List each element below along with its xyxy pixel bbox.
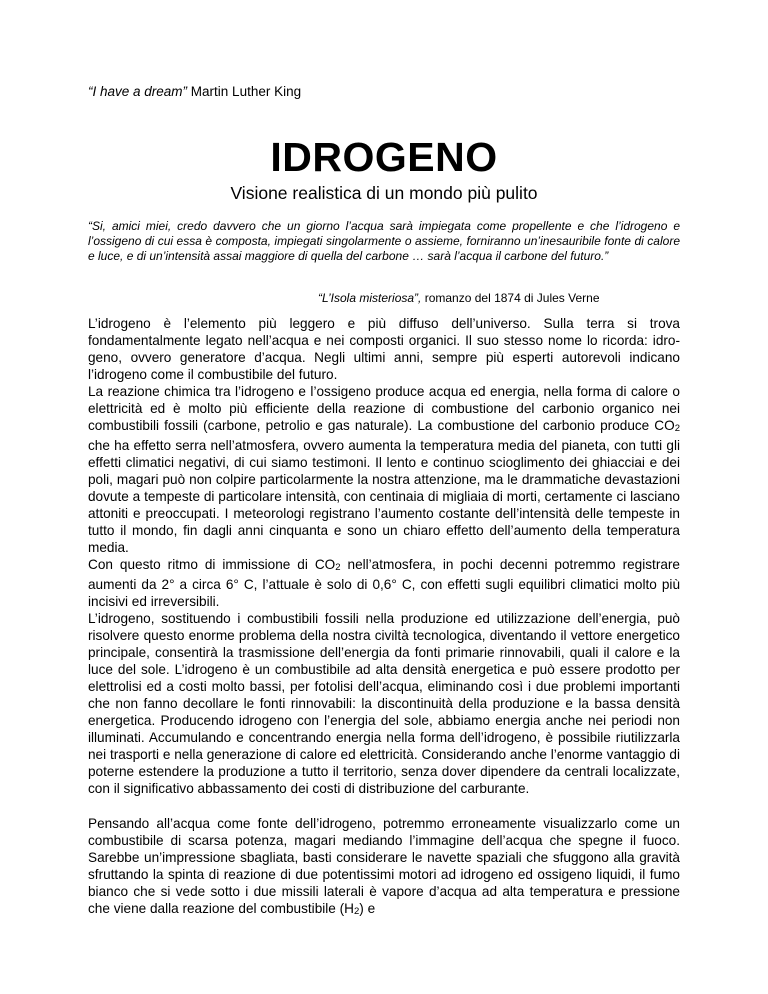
verne-quote: “Si, amici miei, credo davvero che un giorno l’acqua sarà impiegata come propellente e che l’idrogeno e l’ossigeno di cui essa è composta, impiegati singolarmente o assieme, forniranno un’inesauribile fonte di calore e luce, e di un’intensità assai maggiore di quella del carbone … sarà l’acqua il carbone del futuro.” [88, 219, 680, 263]
paragraph-3-subscript: 2 [335, 562, 341, 573]
document-title: IDROGENO [270, 134, 498, 180]
paragraph-5-subscript: 2 [353, 906, 360, 917]
epigraph [88, 84, 301, 100]
paragraph-3-part-b: nell’atmosfera, in pochi decenni potremmo registrare aumenti da 2° a circa 6° C, l’attuale è solo di 0,6° C, con effetti sugli equilibri climatici molto più incisivi ed irreversibili. [88, 557, 680, 609]
verne-work-title: “L’Isola misteriosa”, [318, 291, 422, 305]
verne-source [318, 291, 600, 306]
paragraph-5-part-b: ) e [359, 901, 376, 916]
body-text [88, 315, 680, 920]
paragraph-5-part-a: Pensando all’acqua come fonte dell’idrogeno, potremmo erroneamente visualizzarlo come un combustibile di scarsa potenza, magari mediando l’immagine dell’acqua che spegne il fuoco. Sarebbe un’impressione sbagliata, basti considerare le navette spaziali che sfuggono alla gravità sfruttando la spinta di reazione di due potentissimi motori ad idrogeno ed ossigeno liquidi, il fumo bianco che si vede sotto i due missili laterali è vapore d’acqua ad alta temperatura e pressione che viene dalla reazione del combustibile (H [88, 816, 680, 916]
paragraph-2-part-b: che ha effetto serra nell’atmosfera, ovvero aumenta la temperatura media del pianeta, con tutti gli effetti climatici negativi, di cui siamo testimoni. Il lento e continuo scioglimento dei ghiacciai e dei poli, magari può non colpire particolarmente la nostra attenzione, ma le drammatiche devastazioni dovute a tempeste di particolare intensità, con centinaia di migliaia di morti, certamente ci lasciano attoniti e preoccupati. I meteorologi registrano l’aumento costante dell’intensità delle tempeste in tutto il mondo, fin dagli anni cinquanta e sono un chiaro effetto dell’aumento della temperatura media. [88, 438, 680, 555]
verne-source-text: romanzo del 1874 di Jules Verne [421, 291, 600, 305]
paragraph-1: L’idrogeno è l’elemento più leggero e più diffuso dell’universo. Sulla terra si trova fondamentalmente legato nell’acqua e nei composti organici. Il suo stesso nome lo ricorda: idro-geno, ovvero generatore d’acqua. Negli ultimi anni, sempre più esperti autorevoli indicano l’idrogeno come il combustibile del futuro. [88, 316, 680, 382]
epigraph-author: Martin Luther King [187, 84, 302, 99]
document-subtitle: Visione realistica di un mondo più pulito [230, 183, 538, 203]
paragraph-2-subscript: 2 [674, 423, 680, 434]
paragraph-3 [88, 556, 680, 610]
paragraph-2 [88, 383, 680, 556]
paragraph-4: L’idrogeno, sostituendo i combustibili fossili nella produzione ed utilizzazione dell’energia, può risolvere questo enorme problema della nostra civiltà tecnologica, diventando il vettore energetico principale, consentirà la trasmissione dell’energia da fonti primarie rinnovabili, quali il calore e la luce del sole. L’idrogeno è un combustibile ad alta densità energetica e può essere prodotto per elettrolisi ed a costi molto bassi, per fotolisi dell’acqua, eliminando così i due problemi importanti che non fanno decollare le fonti rinnovabili: la discontinuità della produzione e la bassa densità energetica. Producendo idrogeno con l’energia del sole, abbiamo energia anche nei periodi non illuminati. Accumulando e concentrando energia nella forma dell’idrogeno, è possibile riutilizzarla nei trasporti e nella generazione di calore ed elettricità. Considerando anche l’enorme vantaggio di poterne estendere la produzione a tutto il territorio, senza dover dipendere da centrali localizzate, con il significativo abbassamento dei costi di distribuzione del carburante. [88, 611, 680, 796]
paragraph-2-part-a: La reazione chimica tra l’idrogeno e l’ossigeno produce acqua ed energia, nella forma di calore o elettricità ed è molto più efficiente della reazione di combustione del carbonio organico nei combustibili fossili (carbone, petrolio e gas naturale). La combustione del carbonio produce CO [88, 384, 680, 433]
paragraph-3-part-a: Con questo ritmo di immissione di CO [88, 557, 336, 572]
paragraph-5 [88, 815, 680, 920]
epigraph-quote: “I have a dream” [88, 84, 188, 99]
